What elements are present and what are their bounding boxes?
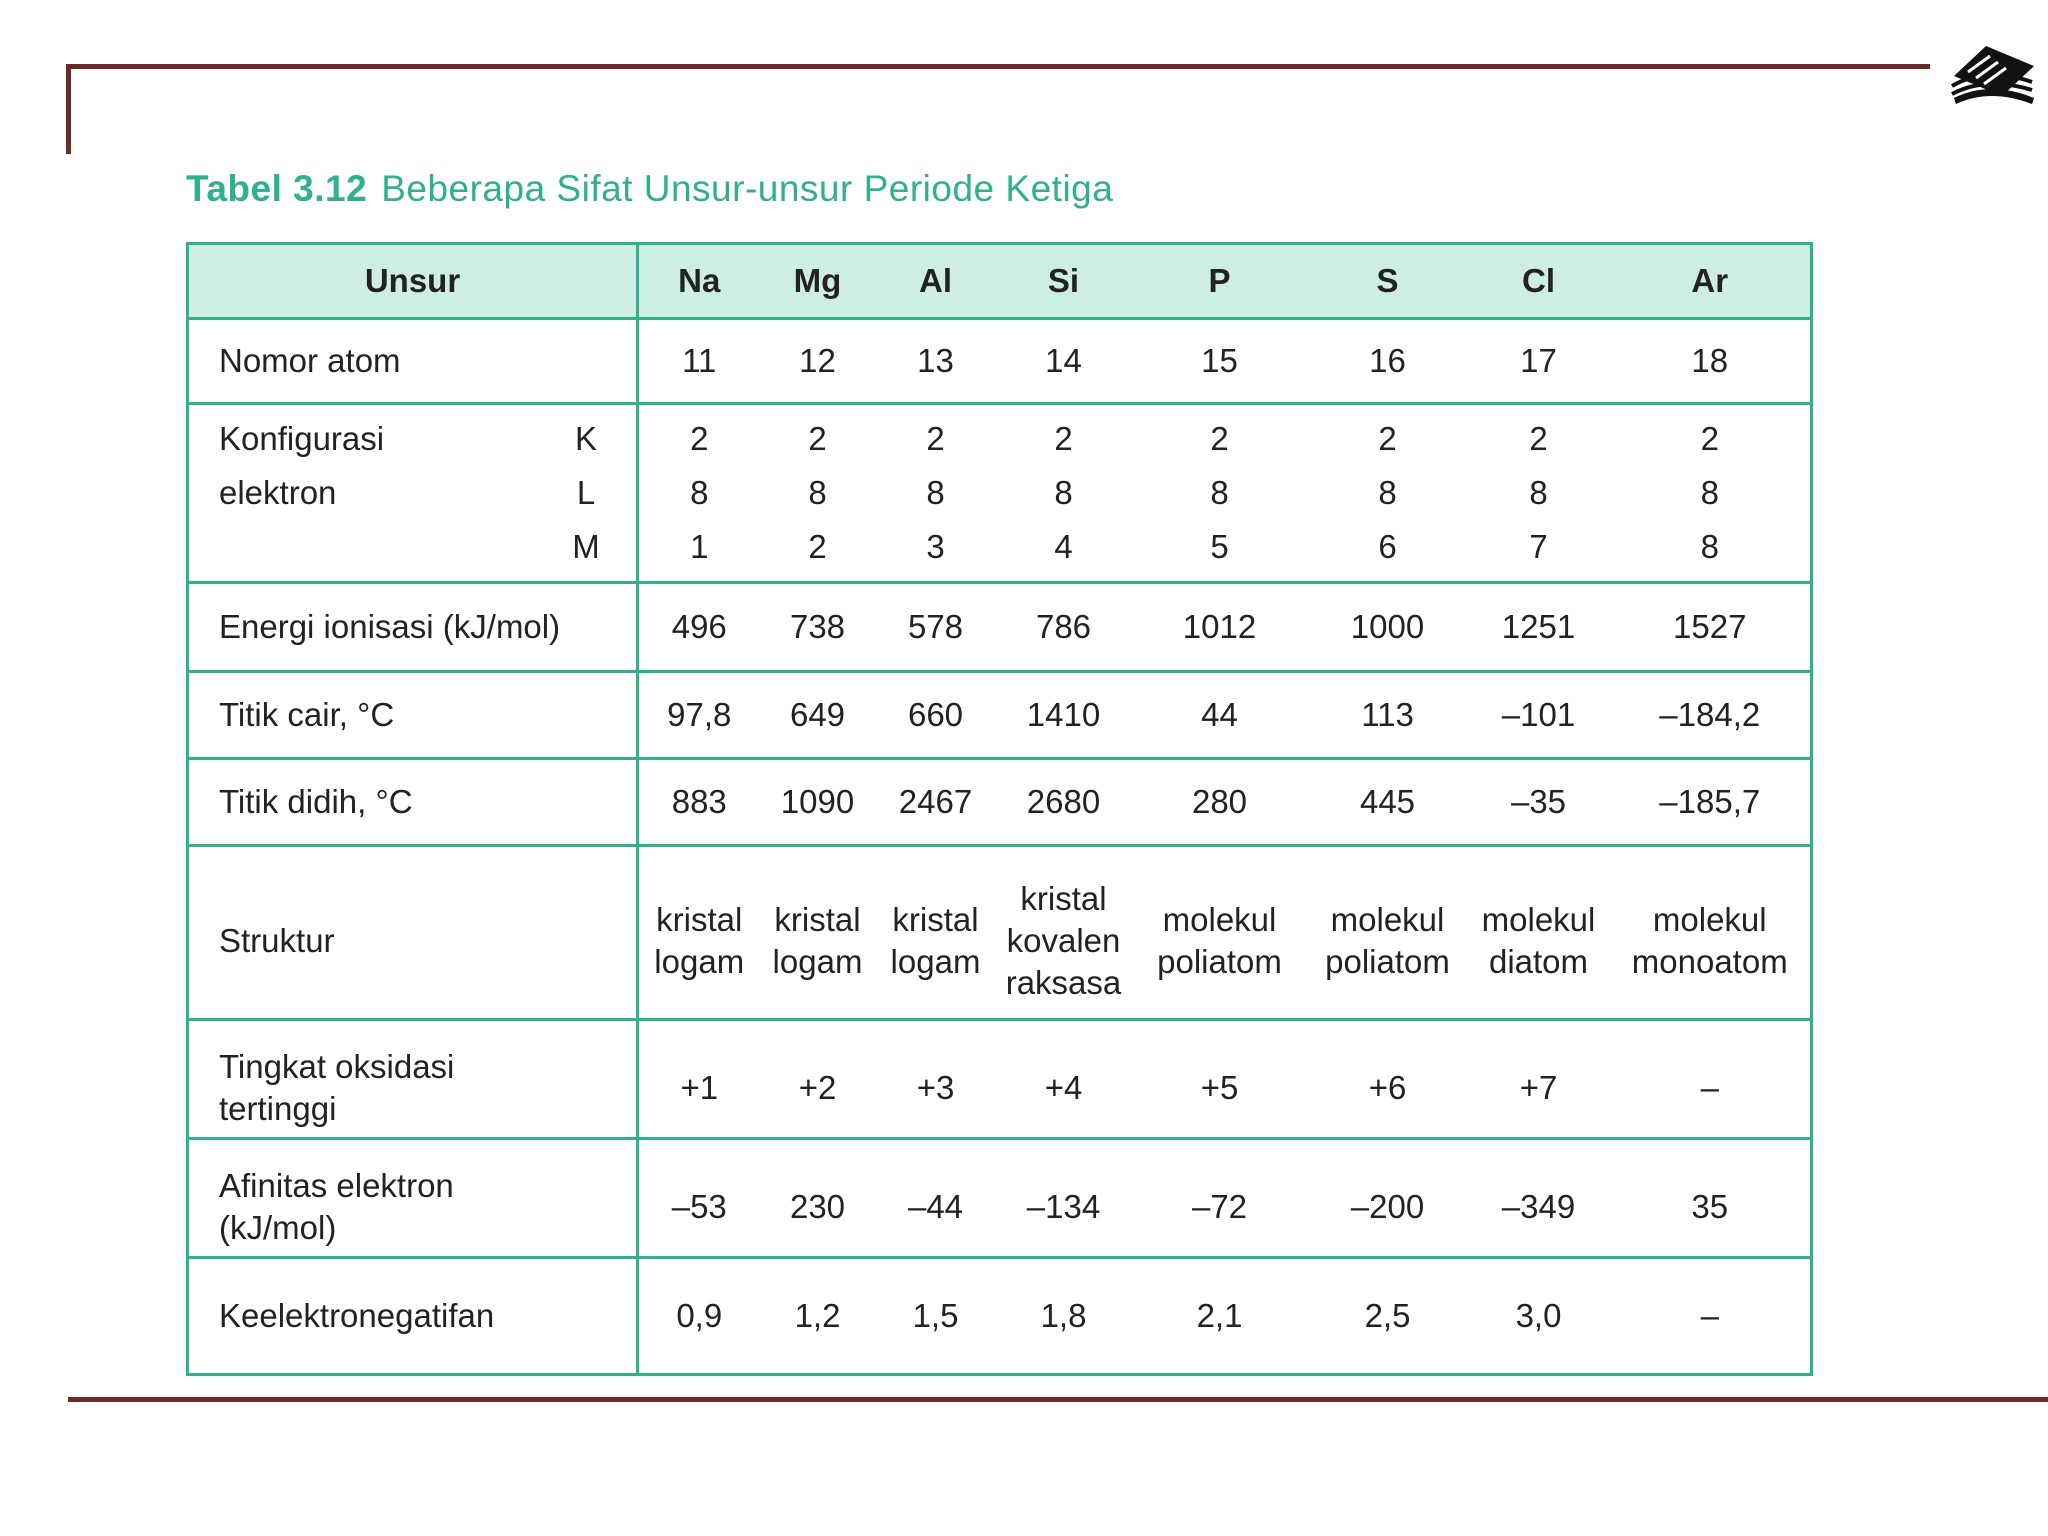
row-label: Titik cair, °C	[188, 672, 638, 759]
periodic-properties-table	[186, 242, 1813, 1376]
cell: 3,0	[1468, 1257, 1610, 1374]
cell: 5	[1210, 528, 1229, 566]
cell: 44	[1132, 672, 1308, 759]
cell: –53	[638, 1138, 760, 1257]
row-label: Energi ionisasi (kJ/mol)	[188, 583, 638, 672]
cell: poliatom	[1157, 943, 1282, 981]
cell: 649	[760, 672, 876, 759]
cell: 1251	[1468, 583, 1610, 672]
row-label: Nomor atom	[188, 319, 638, 404]
row-label-line: Afinitas elektron	[219, 1166, 454, 1204]
cell: 8	[1378, 474, 1397, 512]
cell: diatom	[1488, 943, 1589, 981]
cell: 15	[1132, 319, 1308, 404]
cell: 578	[876, 583, 996, 672]
cell: +4	[996, 1019, 1132, 1138]
table-caption	[186, 168, 1113, 210]
table-caption-number: Tabel 3.12	[186, 168, 368, 209]
cell: 1	[690, 528, 709, 566]
row-label-tingkat-oksidasi	[188, 1019, 638, 1138]
cell: –200	[1308, 1138, 1468, 1257]
cell: –	[1610, 1019, 1812, 1138]
row-keelektronegatifan	[188, 1257, 1812, 1374]
cell: –101	[1468, 672, 1610, 759]
cell: 1,8	[996, 1257, 1132, 1374]
header-element: S	[1308, 244, 1468, 319]
cell: –44	[876, 1138, 996, 1257]
cell: +7	[1468, 1019, 1610, 1138]
cell: –185,7	[1610, 759, 1812, 846]
cell: 1,5	[876, 1257, 996, 1374]
header-unsur: Unsur	[188, 244, 638, 319]
cell: 2467	[876, 759, 996, 846]
cell: +5	[1132, 1019, 1308, 1138]
cell: logam	[654, 943, 745, 981]
cell: monoatom	[1631, 943, 1788, 981]
cell: 0,9	[638, 1257, 760, 1374]
cell: 230	[760, 1138, 876, 1257]
row-label: Struktur	[188, 845, 638, 1019]
cell: –	[1610, 1257, 1812, 1374]
cell: 1012	[1132, 583, 1308, 672]
row-label-line: (kJ/mol)	[219, 1208, 337, 1246]
cell: 14	[996, 319, 1132, 404]
cell: 2	[926, 420, 945, 458]
cell: kristal	[656, 901, 743, 939]
cell: 1,2	[760, 1257, 876, 1374]
cell: kristal	[892, 901, 979, 939]
cell: 280	[1132, 759, 1308, 846]
cell: kovalen	[1006, 922, 1121, 960]
row-label: Titik didih, °C	[188, 759, 638, 846]
cell: 3	[926, 528, 945, 566]
cell: 2	[1529, 420, 1548, 458]
cell: 2,5	[1308, 1257, 1468, 1374]
cell: kristal	[774, 901, 861, 939]
frame-bottom-line	[68, 1397, 2048, 1402]
cell: 2,1	[1132, 1257, 1308, 1374]
cell: logam	[890, 943, 981, 981]
cell: +3	[876, 1019, 996, 1138]
cell: 2	[1054, 420, 1073, 458]
cell: 2	[808, 528, 827, 566]
table-caption-title: Beberapa Sifat Unsur-unsur Periode Ketiga	[381, 168, 1114, 209]
row-label-line: elektron	[219, 474, 337, 512]
cell: +6	[1308, 1019, 1468, 1138]
cell: 2	[690, 420, 709, 458]
cell: 35	[1610, 1138, 1812, 1257]
cell: logam	[772, 943, 863, 981]
shell-label: M	[572, 528, 600, 566]
cell: 8	[926, 474, 945, 512]
cell: molekul	[1652, 901, 1767, 939]
cell: 8	[1210, 474, 1229, 512]
row-konfigurasi	[188, 403, 1812, 583]
row-energi-ionisasi	[188, 583, 1812, 672]
row-label-line: Tingkat oksidasi	[219, 1047, 455, 1085]
cell: +1	[638, 1019, 760, 1138]
cell: +2	[760, 1019, 876, 1138]
cell: 18	[1610, 319, 1812, 404]
cell: –349	[1468, 1138, 1610, 1257]
header-element: Ar	[1610, 244, 1812, 319]
cell: 445	[1308, 759, 1468, 846]
cell: 8	[1700, 528, 1719, 566]
cell: 16	[1308, 319, 1468, 404]
header-element: P	[1132, 244, 1308, 319]
cell: 2	[1700, 420, 1719, 458]
header-element: Mg	[760, 244, 876, 319]
cell: kristal	[1020, 880, 1107, 918]
header-element: Al	[876, 244, 996, 319]
shell-label: L	[576, 474, 596, 512]
cell: 786	[996, 583, 1132, 672]
cell: 883	[638, 759, 760, 846]
shell-label: K	[574, 420, 597, 458]
cell: 1527	[1610, 583, 1812, 672]
header-element: Na	[638, 244, 760, 319]
row-label: Keelektronegatifan	[188, 1257, 638, 1374]
cell: 496	[638, 583, 760, 672]
cell: 738	[760, 583, 876, 672]
row-titik-cair	[188, 672, 1812, 759]
row-label-konfigurasi	[188, 403, 638, 583]
row-tingkat-oksidasi	[188, 1019, 1812, 1138]
row-nomor-atom	[188, 319, 1812, 404]
cell: 4	[1054, 528, 1073, 566]
cell: 8	[1054, 474, 1073, 512]
cell: 2	[808, 420, 827, 458]
cell: molekul	[1330, 901, 1445, 939]
cell: 1000	[1308, 583, 1468, 672]
cell: –184,2	[1610, 672, 1812, 759]
cell: 12	[760, 319, 876, 404]
row-struktur	[188, 845, 1812, 1019]
cell: 2680	[996, 759, 1132, 846]
cell: 8	[690, 474, 709, 512]
cell: –134	[996, 1138, 1132, 1257]
row-label-afinitas-elektron	[188, 1138, 638, 1257]
header-element: Si	[996, 244, 1132, 319]
cell: 8	[1529, 474, 1548, 512]
cell: 2	[1210, 420, 1229, 458]
cell: 1090	[760, 759, 876, 846]
row-label-line: tertinggi	[219, 1089, 337, 1127]
stacked-books-icon	[1946, 36, 2038, 106]
cell: 113	[1308, 672, 1468, 759]
cell: 8	[1700, 474, 1719, 512]
cell: 8	[808, 474, 827, 512]
cell: molekul	[1162, 901, 1277, 939]
cell: 660	[876, 672, 996, 759]
cell: 2	[1378, 420, 1397, 458]
cell: 11	[638, 319, 760, 404]
header-element: Cl	[1468, 244, 1610, 319]
cell: 13	[876, 319, 996, 404]
frame-top-line	[66, 64, 1930, 69]
cell: –35	[1468, 759, 1610, 846]
cell: 6	[1378, 528, 1397, 566]
header-row	[188, 244, 1812, 319]
cell: 1410	[996, 672, 1132, 759]
row-label-line: Konfigurasi	[219, 420, 385, 458]
cell: 17	[1468, 319, 1610, 404]
cell: 97,8	[638, 672, 760, 759]
cell: –72	[1132, 1138, 1308, 1257]
cell: raksasa	[1005, 964, 1122, 1002]
cell: poliatom	[1325, 943, 1450, 981]
frame-left-line	[66, 64, 71, 154]
cell: molekul	[1481, 901, 1596, 939]
cell: 7	[1529, 528, 1548, 566]
row-titik-didih	[188, 759, 1812, 846]
row-afinitas-elektron	[188, 1138, 1812, 1257]
